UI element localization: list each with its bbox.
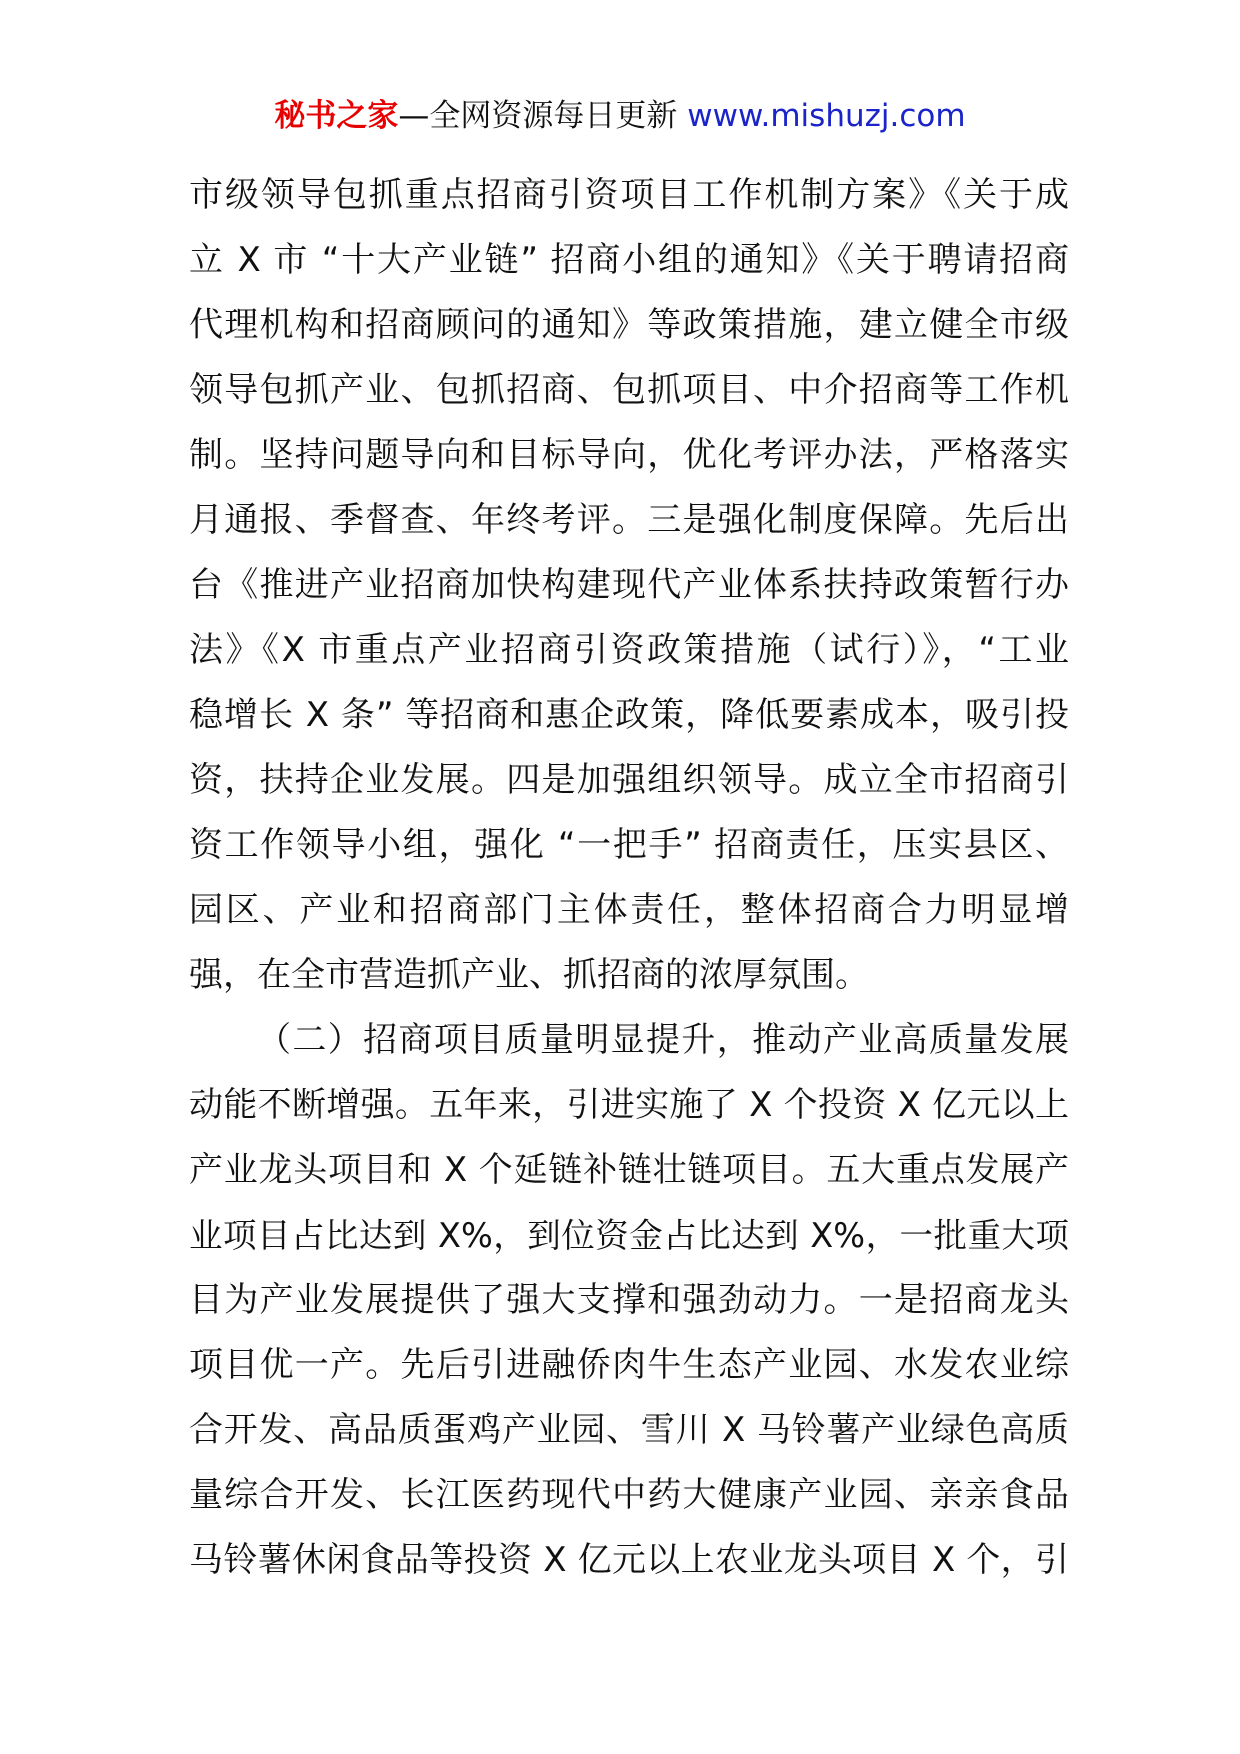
text-line: 产业龙头项目和 X 个延链补链壮链项目。五大重点发展产 <box>189 1150 1069 1190</box>
text-line: 量综合开发、长江医药现代中药大健康产业园、亲亲食品 <box>189 1475 1069 1515</box>
text-line: 立 X 市 “十大产业链” 招商小组的通知》《关于聘请招商 <box>189 240 1069 280</box>
header-tagline: —全网资源每日更新 <box>398 98 678 134</box>
text-line: 稳增长 X 条” 等招商和惠企政策，降低要素成本，吸引投 <box>189 695 1069 735</box>
text-line: 合开发、高品质蛋鸡产业园、雪川 X 马铃薯产业绿色高质 <box>189 1410 1069 1450</box>
text-line: 资，扶持企业发展。四是加强组织领导。成立全市招商引 <box>189 760 1069 800</box>
document-body <box>189 163 1069 1593</box>
paragraph-2 <box>189 1008 1069 1593</box>
text-line: 项目优一产。先后引进融侨肉牛生态产业园、水发农业综 <box>189 1345 1069 1385</box>
paragraph-1 <box>189 163 1069 1008</box>
text-line: 马铃薯休闲食品等投资 X 亿元以上农业龙头项目 X 个，引 <box>189 1540 1069 1580</box>
text-line: 强，在全市营造抓产业、抓招商的浓厚氛围。 <box>189 955 869 995</box>
text-line: 园区、产业和招商部门主体责任，整体招商合力明显增 <box>189 890 1069 930</box>
text-line: 业项目占比达到 X%，到位资金占比达到 X%，一批重大项 <box>189 1216 1069 1255</box>
text-line: 资工作领导小组，强化 “一把手” 招商责任，压实县区、 <box>189 825 1069 865</box>
watermark-header <box>0 96 1240 136</box>
text-line: 目为产业发展提供了强大支撑和强劲动力。一是招商龙头 <box>189 1280 1069 1320</box>
text-line: 制。坚持问题导向和目标导向，优化考评办法，严格落实 <box>189 435 1069 475</box>
text-line: 月通报、季督查、年终考评。三是强化制度保障。先后出 <box>189 500 1069 540</box>
text-line: 市级领导包抓重点招商引资项目工作机制方案》《关于成 <box>189 175 1069 215</box>
text-line: 动能不断增强。五年来，引进实施了 X 个投资 X 亿元以上 <box>189 1085 1069 1125</box>
text-line: 领导包抓产业、包抓招商、包抓项目、中介招商等工作机 <box>189 370 1069 410</box>
brand-name: 秘书之家 <box>274 98 399 134</box>
site-url: www.mishuzj.com <box>687 98 966 134</box>
text-line: 法》《X 市重点产业招商引资政策措施（试行）》，“工业 <box>189 630 1069 670</box>
text-line: （二）招商项目质量明显提升，推动产业高质量发展 <box>257 1020 1069 1060</box>
text-line: 台《推进产业招商加快构建现代产业体系扶持政策暂行办 <box>189 565 1069 605</box>
text-line: 代理机构和招商顾问的通知》等政策措施，建立健全市级 <box>189 305 1069 345</box>
